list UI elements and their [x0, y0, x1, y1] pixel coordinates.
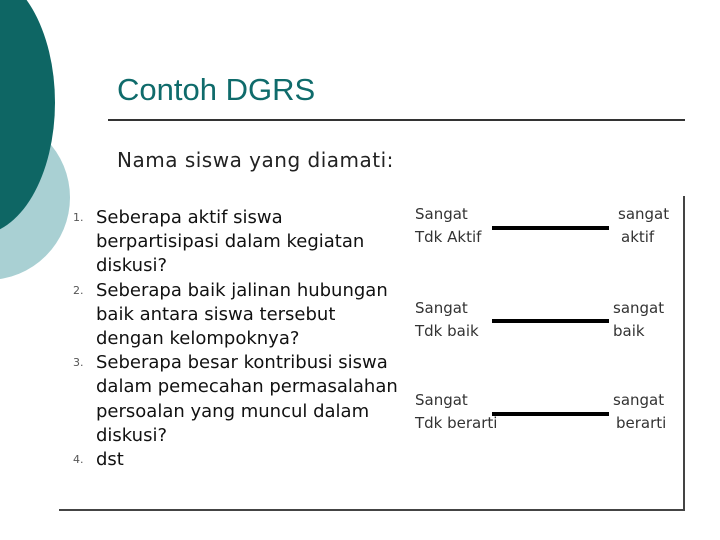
slide-subtitle: Nama siswa yang diamati: — [117, 148, 394, 172]
slide-title: Contoh DGRS — [117, 72, 316, 107]
scale-low-line2: Tdk Aktif — [415, 228, 482, 246]
scale-high-label — [618, 203, 669, 249]
question-text: Seberapa besar kontribusi siswa dalam pemecahan permasalahan persoalan yang muncul dalam diskusi? — [96, 352, 398, 446]
question-item — [73, 448, 404, 472]
scale-high-line2: aktif — [621, 228, 655, 246]
question-number: 4. — [73, 453, 84, 467]
question-number: 1. — [73, 211, 84, 224]
scale-high-line2: berarti — [616, 414, 667, 432]
scale-low-line1: Sangat — [415, 391, 468, 409]
question-item — [73, 351, 404, 448]
question-list — [73, 206, 404, 472]
scale-low-label — [415, 389, 497, 435]
scale-high-label — [613, 389, 666, 435]
scale-low-line1: Sangat — [415, 205, 468, 223]
scale-low-label — [415, 203, 481, 249]
scale-high-line1: sangat — [618, 205, 670, 223]
rating-scale-line — [492, 319, 609, 323]
scale-high-line1: sangat — [613, 299, 665, 317]
question-number: 2. — [73, 283, 84, 297]
question-text: Seberapa aktif siswa berpartisipasi dalam kegiatan diskusi? — [96, 207, 365, 277]
scale-high-line2: baik — [613, 322, 645, 340]
rating-scale-line — [492, 412, 609, 416]
question-item — [73, 206, 404, 279]
scale-low-line2: Tdk berarti — [415, 414, 498, 432]
question-text: Seberapa baik jalinan hubungan baik antara siswa tersebut dengan kelompoknya? — [96, 279, 388, 350]
scale-high-line1: sangat — [613, 391, 665, 409]
scale-low-line2: Tdk baik — [415, 322, 479, 340]
scale-high-label — [613, 297, 664, 343]
scale-low-label — [415, 297, 479, 343]
title-divider — [108, 119, 685, 121]
question-number: 3. — [73, 356, 84, 370]
scale-low-line1: Sangat — [415, 299, 468, 317]
rating-scale-line — [492, 226, 609, 230]
question-text: dst — [96, 449, 124, 471]
question-item — [73, 279, 404, 352]
